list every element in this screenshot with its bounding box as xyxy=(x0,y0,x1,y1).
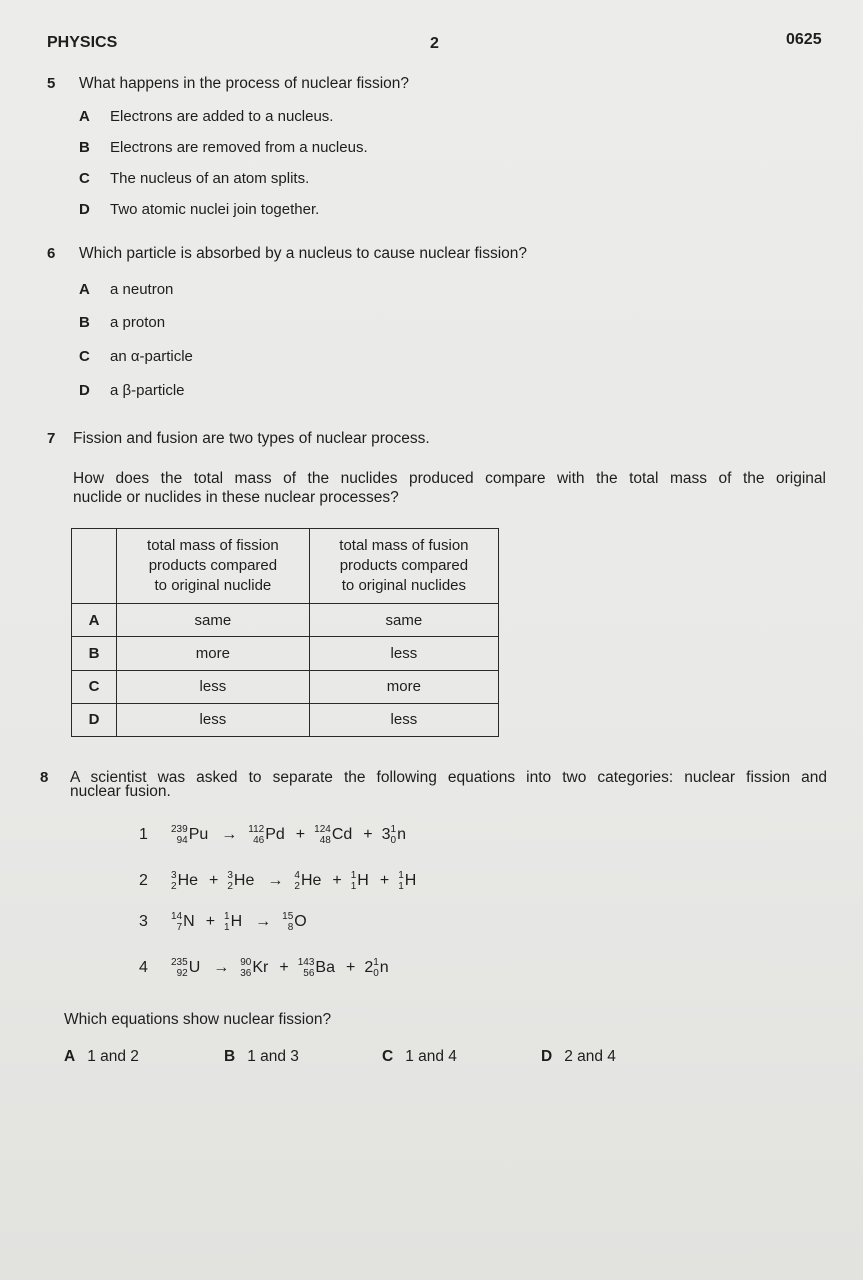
option-text: Two atomic nuclei join together. xyxy=(110,201,320,218)
table-row xyxy=(72,637,499,670)
element-symbol: He xyxy=(233,872,255,889)
nuclide xyxy=(382,824,406,846)
equation-4 xyxy=(139,957,391,979)
header-line: products compared xyxy=(148,557,278,574)
table-row xyxy=(72,604,499,637)
nuclide xyxy=(351,870,369,892)
option-letter: D xyxy=(541,1048,553,1065)
option-text: Electrons are added to a nucleus. xyxy=(110,108,334,125)
plus-sign: + xyxy=(295,826,306,843)
fusion-cell: more xyxy=(309,670,498,703)
nuclide xyxy=(227,870,254,892)
header-line: to original nuclides xyxy=(341,577,467,594)
option-text: 2 and 4 xyxy=(564,1048,616,1065)
answer-option xyxy=(541,1048,616,1066)
option-text: Electrons are removed from a nucleus. xyxy=(110,139,368,156)
fusion-cell: less xyxy=(309,703,498,736)
equation-number: 4 xyxy=(139,959,148,976)
mass-number: 1 xyxy=(350,870,357,881)
question-number: 5 xyxy=(47,75,56,92)
coefficient: 3 xyxy=(381,826,391,843)
element-symbol: He xyxy=(300,872,322,889)
mass-number: 143 xyxy=(297,957,315,968)
nuclide xyxy=(364,957,388,979)
reaction-arrow: → xyxy=(255,913,272,930)
nuclide xyxy=(314,824,352,846)
question-text-line: A scientist was asked to separate the following equations into two categories: nuclear fission and xyxy=(70,769,827,786)
plus-sign: + xyxy=(379,872,390,889)
question-text-line: How does the total mass of the nuclides produced compare with the total mass of the original xyxy=(73,470,826,487)
mass-number: 239 xyxy=(171,824,188,835)
option-letter: A xyxy=(64,1048,76,1065)
fission-cell: less xyxy=(117,703,310,736)
equation-number: 1 xyxy=(139,826,148,843)
plus-sign: + xyxy=(205,913,216,930)
table-row xyxy=(72,703,499,736)
option-text: The nucleus of an atom splits. xyxy=(110,170,310,187)
mass-number: 3 xyxy=(227,870,233,881)
element-symbol: U xyxy=(188,959,201,976)
reaction-arrow: → xyxy=(267,872,284,889)
element-symbol: Kr xyxy=(252,959,269,976)
atomic-number: 8 xyxy=(287,922,294,933)
option-letter: C xyxy=(79,348,90,365)
fission-cell: more xyxy=(117,637,310,670)
option-text: an α-particle xyxy=(110,348,193,365)
plus-sign: + xyxy=(209,872,219,889)
equation-number: 3 xyxy=(139,913,148,930)
row-letter: D xyxy=(72,703,117,736)
element-symbol: Pd xyxy=(265,826,285,843)
nuclide xyxy=(171,870,198,892)
element-symbol: n xyxy=(379,959,389,976)
question-text: What happens in the process of nuclear fission? xyxy=(79,75,409,92)
mass-number: 1 xyxy=(224,911,230,922)
element-symbol: H xyxy=(230,913,243,930)
fission-cell: same xyxy=(117,604,310,637)
equation-1 xyxy=(139,824,408,846)
subject-label: PHYSICS xyxy=(47,34,118,51)
answer-option xyxy=(64,1048,139,1066)
equation-2 xyxy=(139,870,418,892)
header-line: products compared xyxy=(339,557,469,574)
question-text-line: nuclide or nuclides in these nuclear processes? xyxy=(73,489,399,506)
option-text: a neutron xyxy=(110,281,174,298)
atomic-number: 2 xyxy=(294,881,300,892)
atomic-number: 94 xyxy=(176,835,188,846)
atomic-number: 48 xyxy=(319,835,331,846)
option-text: a proton xyxy=(110,314,166,331)
question-text-line: nuclear fusion. xyxy=(70,783,171,800)
mass-number: 3 xyxy=(171,870,177,881)
mass-number: 235 xyxy=(171,957,188,968)
atomic-number: 2 xyxy=(227,881,233,892)
question-number: 7 xyxy=(47,430,56,447)
nuclide xyxy=(294,870,321,892)
mass-number: 4 xyxy=(294,870,300,881)
atomic-number: 1 xyxy=(224,922,230,933)
question-text: Fission and fusion are two types of nuclear process. xyxy=(73,430,430,447)
syllabus-code: 0625 xyxy=(786,31,822,48)
row-letter: B xyxy=(72,637,117,670)
element-symbol: O xyxy=(294,913,307,930)
fission-cell: less xyxy=(117,670,310,703)
atomic-number: 1 xyxy=(350,881,357,892)
plus-sign: + xyxy=(279,959,289,976)
element-symbol: Cd xyxy=(331,826,353,843)
mass-number: 1 xyxy=(373,957,379,968)
mass-number: 15 xyxy=(282,911,294,922)
header-line: to original nuclide xyxy=(154,577,272,594)
atomic-number: 2 xyxy=(171,881,177,892)
atomic-number: 92 xyxy=(176,968,188,979)
option-letter: B xyxy=(79,139,90,156)
atomic-number: 36 xyxy=(240,968,252,979)
mass-number: 1 xyxy=(398,870,404,881)
nuclide xyxy=(248,824,285,846)
fusion-cell: same xyxy=(309,604,498,637)
atomic-number: 7 xyxy=(176,922,183,933)
question-text: Which particle is absorbed by a nucleus to cause nuclear fission? xyxy=(79,245,528,262)
row-letter: A xyxy=(72,604,117,637)
option-letter: C xyxy=(79,170,90,187)
nuclide xyxy=(171,824,208,846)
nuclide xyxy=(240,957,268,979)
equation-number: 2 xyxy=(139,872,148,889)
answer-option xyxy=(382,1048,457,1066)
element-symbol: N xyxy=(183,913,195,930)
nuclide xyxy=(282,911,307,933)
option-letter: A xyxy=(79,281,90,298)
fusion-cell: less xyxy=(309,637,498,670)
option-letter: D xyxy=(79,382,90,399)
answer-option xyxy=(224,1048,299,1066)
reaction-arrow: → xyxy=(213,959,230,976)
atomic-number: 1 xyxy=(398,881,404,892)
plus-sign: + xyxy=(345,959,356,976)
nuclide xyxy=(171,911,195,933)
question-text: Which equations show nuclear fission? xyxy=(64,1011,332,1028)
mass-number: 124 xyxy=(314,824,331,835)
mass-number: 90 xyxy=(240,957,252,968)
atomic-number: 0 xyxy=(373,968,379,979)
option-letter: D xyxy=(79,201,90,218)
element-symbol: Ba xyxy=(315,959,335,976)
atomic-number: 56 xyxy=(303,968,315,979)
option-letter: B xyxy=(224,1048,236,1065)
option-text: a β-particle xyxy=(110,382,185,399)
option-letter: A xyxy=(79,108,90,125)
question-number: 8 xyxy=(40,769,49,786)
page-number: 2 xyxy=(430,35,439,52)
nuclide xyxy=(298,957,335,979)
table-row xyxy=(72,670,499,703)
element-symbol: He xyxy=(177,872,199,889)
element-symbol: H xyxy=(404,872,417,889)
atomic-number: 46 xyxy=(253,835,265,846)
element-symbol: H xyxy=(357,872,369,889)
reaction-arrow: → xyxy=(221,826,238,843)
coefficient: 2 xyxy=(364,959,374,976)
nuclide xyxy=(171,957,200,979)
equation-3 xyxy=(139,911,309,933)
element-symbol: n xyxy=(397,826,406,843)
row-letter: C xyxy=(72,670,117,703)
mass-number: 112 xyxy=(248,824,265,835)
table-corner-cell xyxy=(72,529,117,604)
plus-sign: + xyxy=(363,826,373,843)
mass-number: 1 xyxy=(390,824,397,835)
answer-table xyxy=(71,528,499,737)
mass-number: 14 xyxy=(171,911,183,922)
header-line: total mass of fusion xyxy=(339,537,469,554)
nuclide xyxy=(398,870,416,892)
header-line: total mass of fission xyxy=(147,537,279,554)
element-symbol: Pu xyxy=(188,826,209,843)
fusion-column-header xyxy=(309,529,498,604)
atomic-number: 0 xyxy=(390,835,397,846)
table-header-row xyxy=(72,529,499,604)
fission-column-header xyxy=(117,529,310,604)
option-text: 1 and 2 xyxy=(87,1048,139,1065)
option-text: 1 and 3 xyxy=(247,1048,299,1065)
option-letter: C xyxy=(382,1048,394,1065)
option-letter: B xyxy=(79,314,90,331)
nuclide xyxy=(224,911,242,933)
option-text: 1 and 4 xyxy=(405,1048,457,1065)
question-number: 6 xyxy=(47,245,56,262)
plus-sign: + xyxy=(332,872,342,889)
